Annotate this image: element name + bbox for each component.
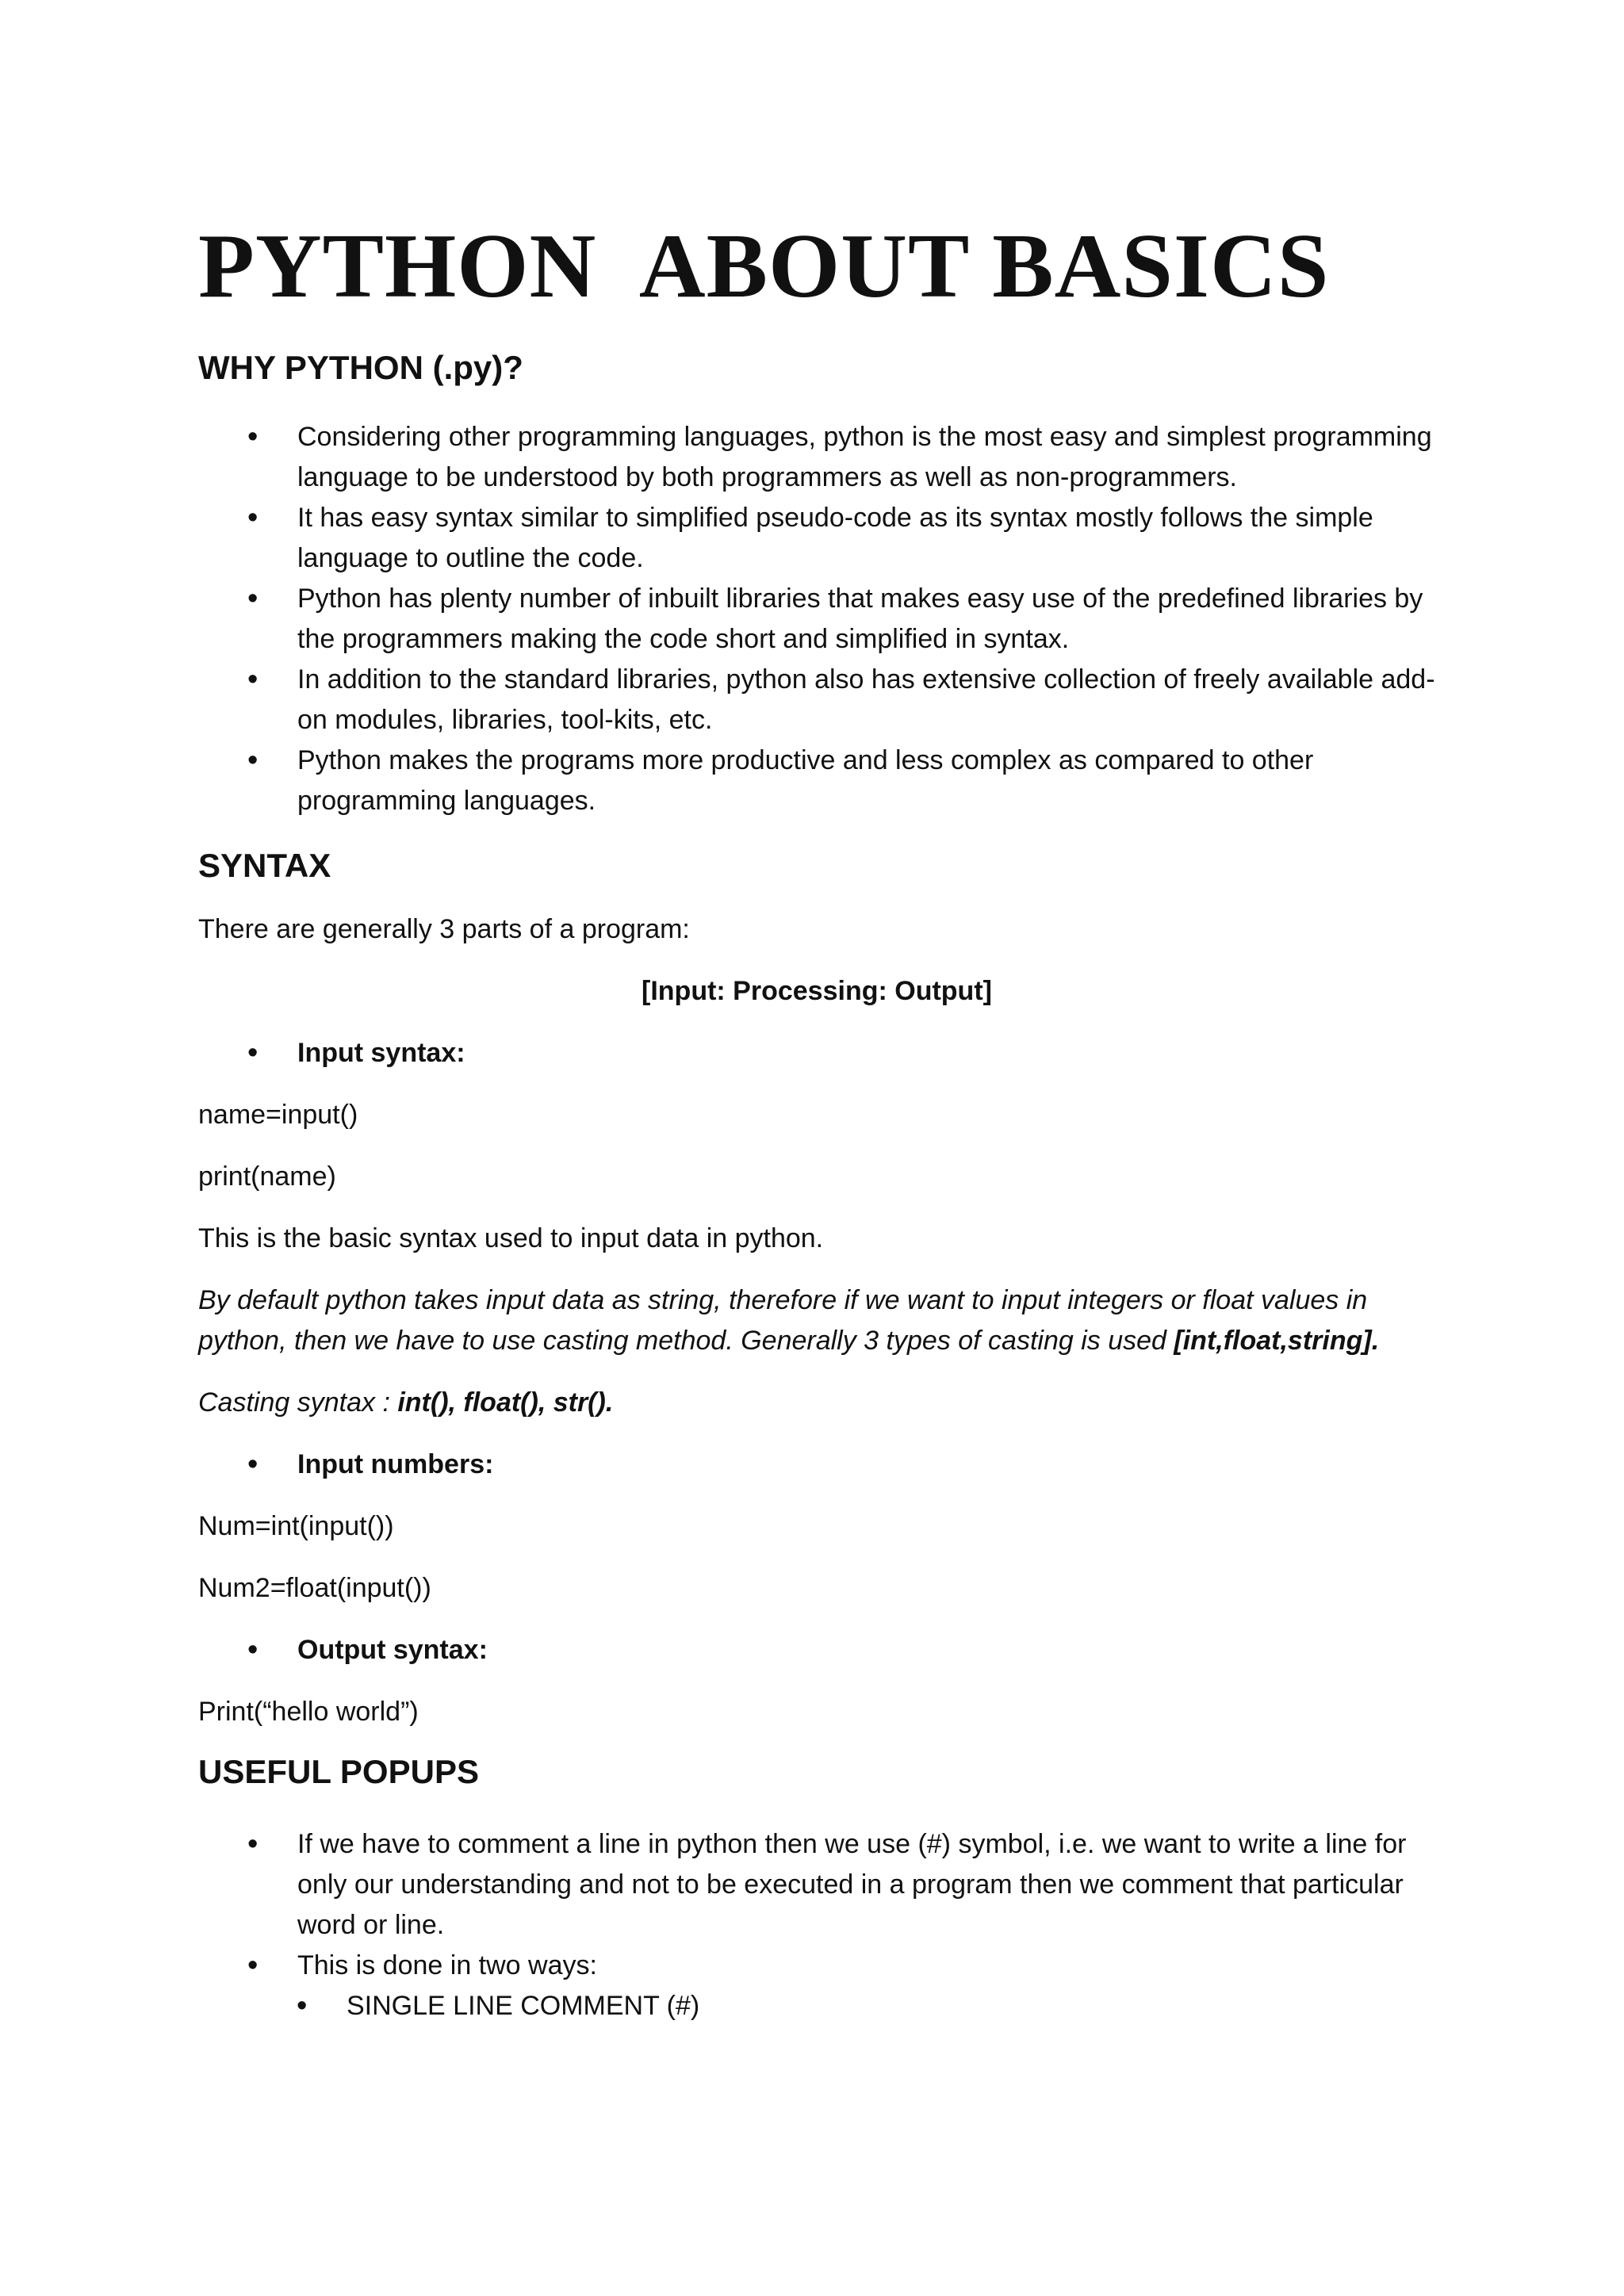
- list-item: • This is done in two ways:: [198, 1946, 1435, 1986]
- list-item: • SINGLE LINE COMMENT (#): [198, 1986, 1435, 2026]
- code-line: print(name): [198, 1161, 336, 1192]
- input-syntax-label: • Input syntax:: [198, 1033, 1435, 1073]
- input-numbers-label: • Input numbers:: [198, 1445, 1435, 1485]
- list-item: • In addition to the standard libraries, python also has extensive collection of freely available add-on modules, libraries, tool-kits, etc.: [198, 660, 1435, 740]
- why-python-heading: WHY PYTHON (.py)?: [198, 349, 523, 386]
- why-python-list: [198, 417, 1435, 821]
- casting-types: [int,float,string].: [1174, 1326, 1380, 1356]
- input-note: This is the basic syntax used to input data in python.: [198, 1223, 824, 1253]
- syntax-intro: There are generally 3 parts of a program:: [198, 914, 690, 944]
- list-item: • It has easy syntax similar to simplified pseudo-code as its syntax mostly follows the simple language to outline the code.: [198, 498, 1435, 579]
- casting-note: [198, 1280, 1435, 1361]
- program-parts: [Input: Processing: Output]: [642, 976, 992, 1006]
- casting-note-text: By default python takes input data as string, therefore if we want to input integers or float values in python, then we have to use casting method. Generally 3 types of casting is used: [198, 1285, 1368, 1356]
- document-page: [198, 0, 1435, 2026]
- casting-syntax-label: Casting syntax :: [198, 1387, 398, 1418]
- code-line: Print(“hello world”): [198, 1697, 419, 1727]
- casting-syntax-value: int(), float(), str().: [397, 1387, 614, 1418]
- list-item: • Python makes the programs more productive and less complex as compared to other programming languages.: [198, 740, 1435, 821]
- casting-syntax: [198, 1383, 1435, 1423]
- comment-types-list: [198, 1986, 1435, 2026]
- syntax-heading: SYNTAX: [198, 847, 331, 884]
- list-item: • Considering other programming languages, python is the most easy and simplest programming language to be understood by both programmers as well as non-programmers.: [198, 417, 1435, 498]
- code-line: name=input(): [198, 1100, 358, 1130]
- popups-list: [198, 1824, 1435, 1986]
- list-item: • If we have to comment a line in python then we use (#) symbol, i.e. we want to write a line for only our understanding and not to be executed in a program then we comment that particular word or line.: [198, 1824, 1435, 1946]
- list-item: • Python has plenty number of inbuilt libraries that makes easy use of the predefined libraries by the programmers making the code short and simplified in syntax.: [198, 579, 1435, 660]
- code-line: Num=int(input()): [198, 1511, 394, 1541]
- useful-popups-heading: USEFUL POPUPS: [198, 1753, 479, 1790]
- code-line: Num2=float(input()): [198, 1573, 431, 1603]
- output-syntax-label: • Output syntax:: [198, 1630, 1435, 1670]
- page-title: PYTHON ABOUT BASICS: [198, 216, 1330, 317]
